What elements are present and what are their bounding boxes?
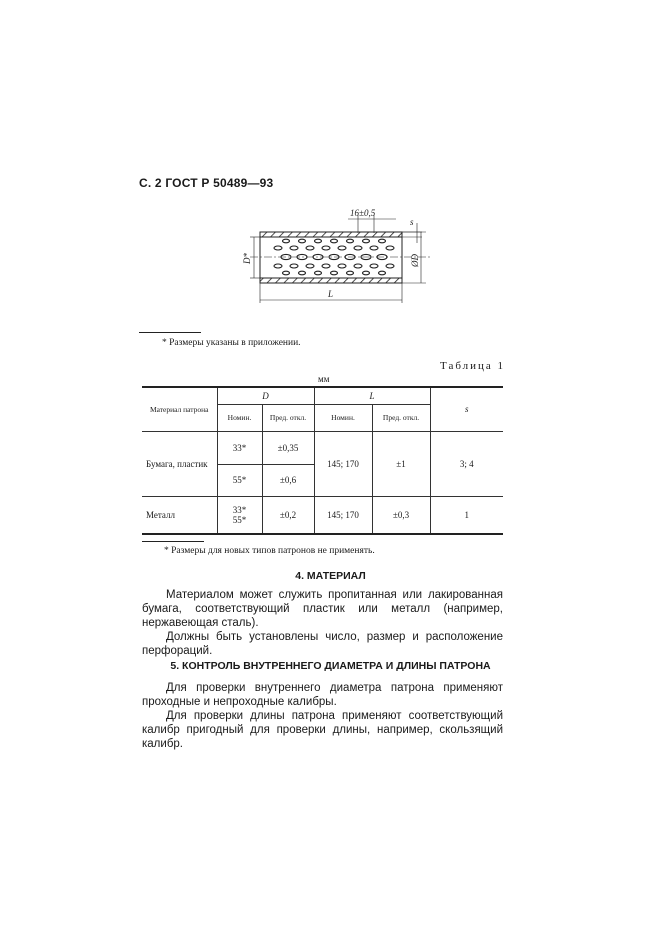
dimensions-table: [142, 386, 503, 535]
row1-D-tol-1: ±0,35: [262, 431, 314, 464]
sub-L-nom: Номин.: [314, 404, 372, 431]
row1-D-nom-2: 55*: [217, 464, 262, 496]
table-row: [142, 496, 503, 534]
row1-D-nom-1: 33*: [217, 431, 262, 464]
section-4-title: 4. МАТЕРИАЛ: [295, 570, 366, 582]
row2-D-tol: ±0,2: [262, 496, 314, 534]
dim-wall: s: [410, 217, 414, 227]
row1-D-tol-2: ±0,6: [262, 464, 314, 496]
cartridge-drawing-svg: [236, 203, 436, 307]
row2-L-nom: 145; 170: [314, 496, 372, 534]
dim-hole-spacing: 16±0,5: [350, 208, 376, 218]
section-4-paragraph-1: Материалом может служить пропитанная или лакированная бумага, соответствующий пластик или металл (например, нержавеющая сталь).: [142, 589, 503, 629]
sub-D-tol: Пред. откл.: [262, 404, 314, 431]
section-5-paragraph-1: Для проверки внутреннего диаметра патрона применяют проходные и непроходные калибры.: [142, 682, 503, 708]
row2-D-nom-2: 55*: [232, 514, 247, 525]
row2-s: 1: [430, 496, 503, 534]
row1-L-tol: ±1: [372, 431, 430, 496]
sub-D-nom: Номин.: [217, 404, 262, 431]
footnote-rule-1: [139, 332, 201, 333]
header-material: Материал патрона: [142, 387, 217, 431]
section-5-title: 5. КОНТРОЛЬ ВНУТРЕННЕГО ДИАМЕТРА И ДЛИНЫ ПАТРОНА: [170, 660, 491, 672]
row1-material: Бумага, пластик: [142, 431, 217, 496]
table-footnote: * Размеры для новых типов патронов не применять.: [164, 546, 375, 556]
table-caption: Таблица 1: [440, 360, 506, 372]
dim-length: L: [328, 289, 334, 299]
page-header: С. 2 ГОСТ Р 50489—93: [139, 176, 274, 190]
row2-D-nom: [217, 496, 262, 534]
row2-material: Металл: [142, 496, 217, 534]
sub-L-tol: Пред. откл.: [372, 404, 430, 431]
row1-s: 3; 4: [430, 431, 503, 496]
dim-outer: ØD: [410, 254, 420, 267]
row2-D-nom-1: 33*: [232, 504, 247, 515]
section-4-paragraph-2: Должны быть установлены число, размер и расположение перфораций.: [142, 631, 503, 657]
cartridge-drawing: [236, 203, 436, 312]
figure-footnote: * Размеры указаны в приложении.: [162, 338, 301, 348]
header-L: L: [314, 387, 430, 404]
dim-inner: D*: [242, 253, 252, 264]
row2-L-tol: ±0,3: [372, 496, 430, 534]
top-wall: [260, 232, 402, 237]
section-4-body: [142, 588, 503, 658]
footnote-rule-2: [142, 541, 204, 542]
bottom-wall: [260, 278, 402, 283]
header-D: D: [217, 387, 314, 404]
section-5-body: [142, 681, 503, 751]
table-row: [142, 431, 503, 464]
header-s: s: [430, 387, 503, 431]
table-units: мм: [318, 374, 330, 384]
table-header-row: [142, 387, 503, 404]
row1-L-nom: 145; 170: [314, 431, 372, 496]
section-5-paragraph-2: Для проверки длины патрона применяют соответствующий калибр пригодный для проверки длины, например, скользящий калибр.: [142, 710, 503, 750]
